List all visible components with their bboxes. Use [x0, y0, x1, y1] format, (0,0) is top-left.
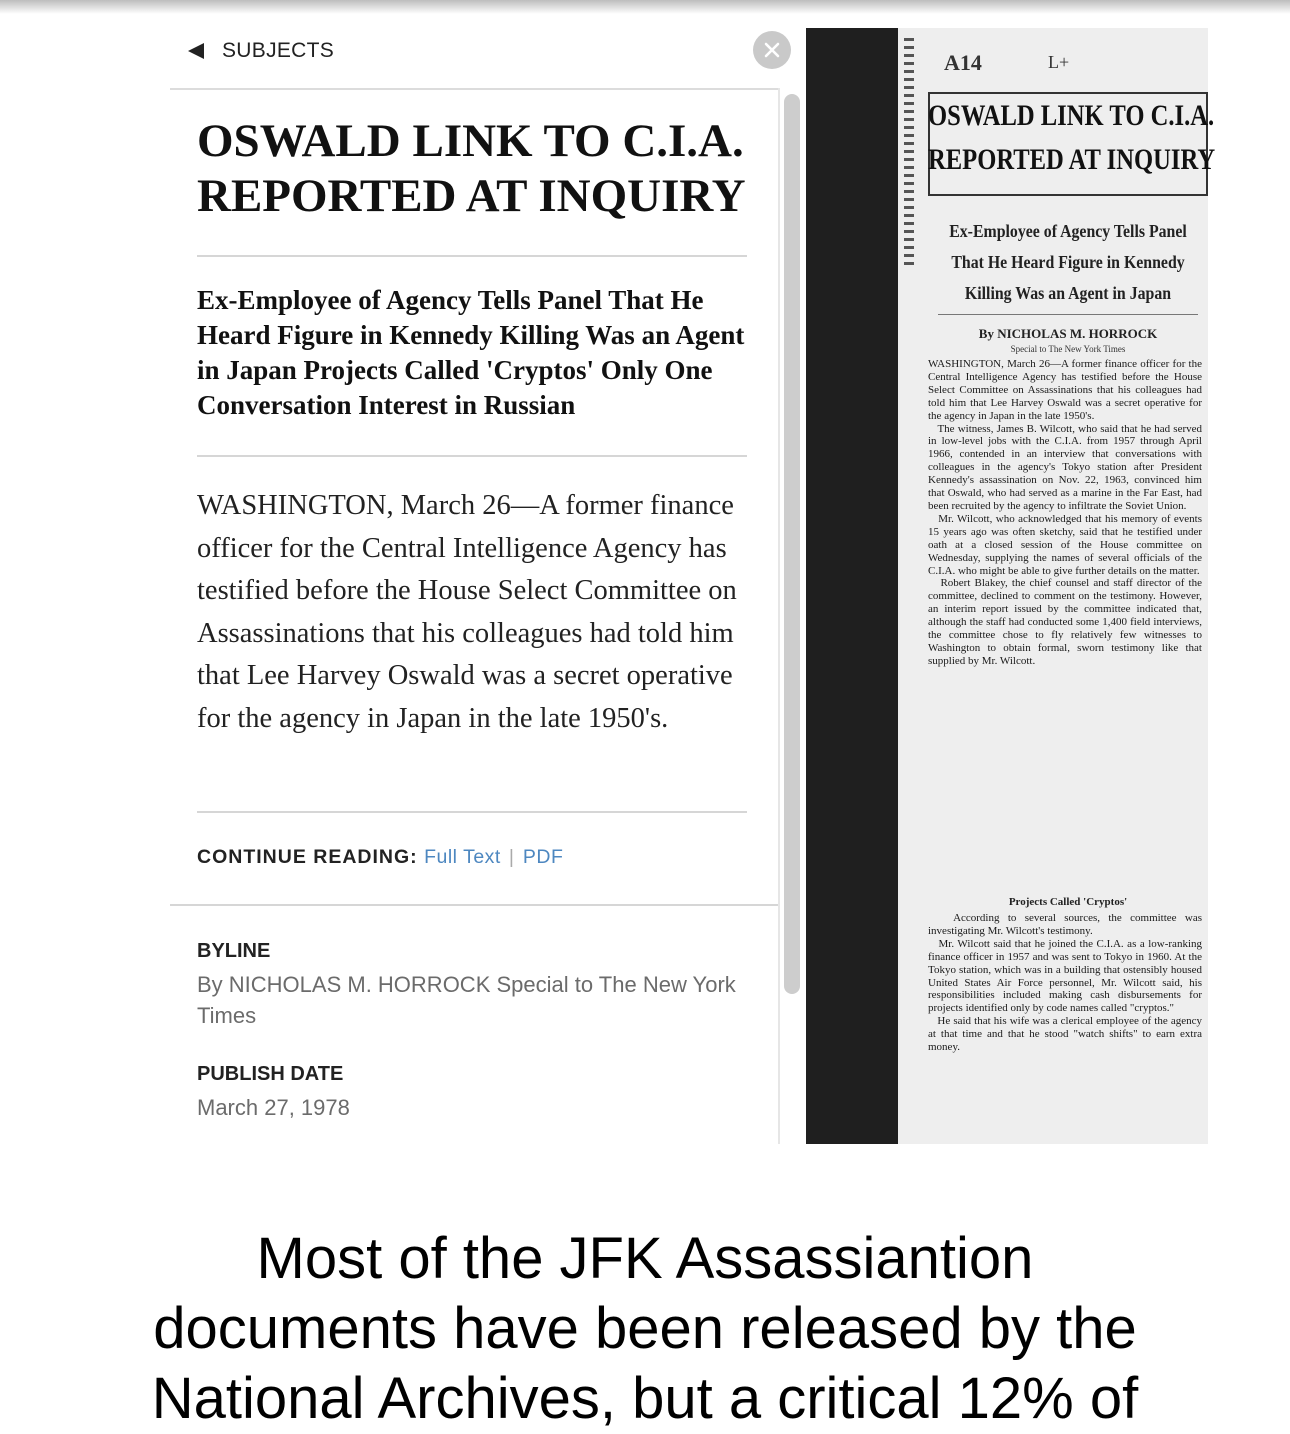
- article-lede: WASHINGTON, March 26—A former finance officer for the Central Intelligence Agency has testified before the House Select Committee on Assassinations that his colleagues had told him that Lee Harvey Oswald was a secret operative for the agency in Japan in the late 1950's.: [197, 490, 737, 734]
- header-divider: [170, 88, 778, 90]
- caption: [0, 1224, 1290, 1434]
- back-arrow-icon: [188, 43, 204, 59]
- article-panel: [170, 28, 806, 1144]
- scrollbar-thumb[interactable]: [784, 94, 800, 994]
- back-label: SUBJECTS: [222, 39, 335, 62]
- scan-headline-line: REPORTED AT INQUIRY: [928, 143, 1216, 176]
- scan-subhead: Ex-Employee of Agency Tells Panel That He Heard Figure in Kennedy Killing Was an Agent in Japan: [949, 221, 1187, 303]
- scan-page-number: A14: [944, 50, 982, 75]
- divider: [170, 904, 778, 906]
- newspaper-scan: [898, 28, 1216, 1144]
- scan-divider: [938, 314, 1198, 315]
- top-edge-shadow: [0, 0, 1290, 14]
- divider: [197, 811, 747, 813]
- divider: [197, 455, 747, 457]
- divider: [197, 255, 747, 257]
- back-to-subjects-button[interactable]: [188, 36, 334, 66]
- full-text-link[interactable]: Full Text: [424, 846, 501, 868]
- article-subheadline: Ex-Employee of Agency Tells Panel That He Heard Figure in Kennedy Killing Was an Agent in Japan Projects Called 'Cryptos' Only One Conversation Interest in Russian: [197, 285, 745, 420]
- continue-reading: [197, 846, 563, 869]
- article-headline: OSWALD LINK TO C.I.A. REPORTED AT INQUIRY: [197, 115, 746, 222]
- link-separator: |: [508, 846, 515, 868]
- caption-line: National Archives, but a critical 12% of: [151, 1366, 1139, 1431]
- scan-edition: L+: [1048, 52, 1070, 72]
- scan-body-text: WASHINGTON, March 26—A former finance officer for the Central Intelligence Agency has testified before the House Select Committee on Assassinations that his colleagues had told him that Lee Harvey Oswald was a secret operative for the agency in Japan in the late 1950's. The witness, James B. Wilcott, who said that he had served in low-level jobs with the C.I.A. from 1957 through April 1966, contended in an interview that conversations with colleagues in the agency's Tokyo station after President Kennedy's assassination on Nov. 22, 1963, convinced him that Oswald, who had served as a marine in the Far East, had been recruited by the agency to infiltrate the Soviet Union. Mr. Wilcott, who acknowledged that his memory of events 15 years ago was often sketchy, said that he testified under oath at a closed session of the House committee on Wednesday, supplying the names of several officials of the C.I.A. who might be able to give further details on the matter. Robert Blakey, the chief counsel and staff director of the committee, declined to comment on the testimony. However, an interim report issued by the committee indicated that, although the staff had conducted some 1,400 field interviews, the committee chose to fly relatively few witnesses to Washington to obtain formal, sworn testimony like that supplied by Mr. Wilcott.: [928, 358, 1202, 667]
- caption-line: documents have been released by the: [153, 1296, 1137, 1361]
- scan-byline: By NICHOLAS M. HORROCK: [978, 326, 1158, 341]
- scroll-track: [778, 88, 780, 1144]
- scan-section-head: Projects Called 'Cryptos': [1008, 896, 1128, 908]
- close-icon: [762, 40, 782, 60]
- newspaper-scan-viewer: [806, 28, 1216, 1144]
- byline-value: By NICHOLAS M. HORROCK Special to The New York Times: [197, 972, 736, 1028]
- continue-reading-label: CONTINUE READING:: [197, 846, 418, 868]
- publish-date-label: PUBLISH DATE: [197, 1063, 344, 1085]
- scan-special: Special to The New York Times: [1010, 344, 1126, 354]
- publish-date-value: March 27, 1978: [197, 1095, 350, 1120]
- scan-headline-line: OSWALD LINK TO C.I.A.: [928, 99, 1215, 132]
- scan-margin-marks: [904, 38, 914, 268]
- scan-body-text-2: According to several sources, the committee was investigating Mr. Wilcott's testimony. Mr. Wilcott said that he joined the C.I.A. as a low-ranking finance officer in 1957 and was sent to Tokyo in 1960. At the Tokyo station, which was in a building that ostensibly housed United States Air Force personnel, Mr. Wilcott said, his responsibilities included making cash disbursements for projects identified only by code names called "cryptos." He said that his wife was a clerical employee of the agency at that time and that he stood "watch shifts" to earn extra money.: [928, 912, 1203, 1054]
- caption-line: Most of the JFK Assassiantion: [256, 1226, 1034, 1291]
- close-button[interactable]: [753, 31, 791, 69]
- pdf-link[interactable]: PDF: [522, 846, 564, 868]
- byline-label: BYLINE: [197, 940, 271, 962]
- scan-headline: [928, 94, 1216, 182]
